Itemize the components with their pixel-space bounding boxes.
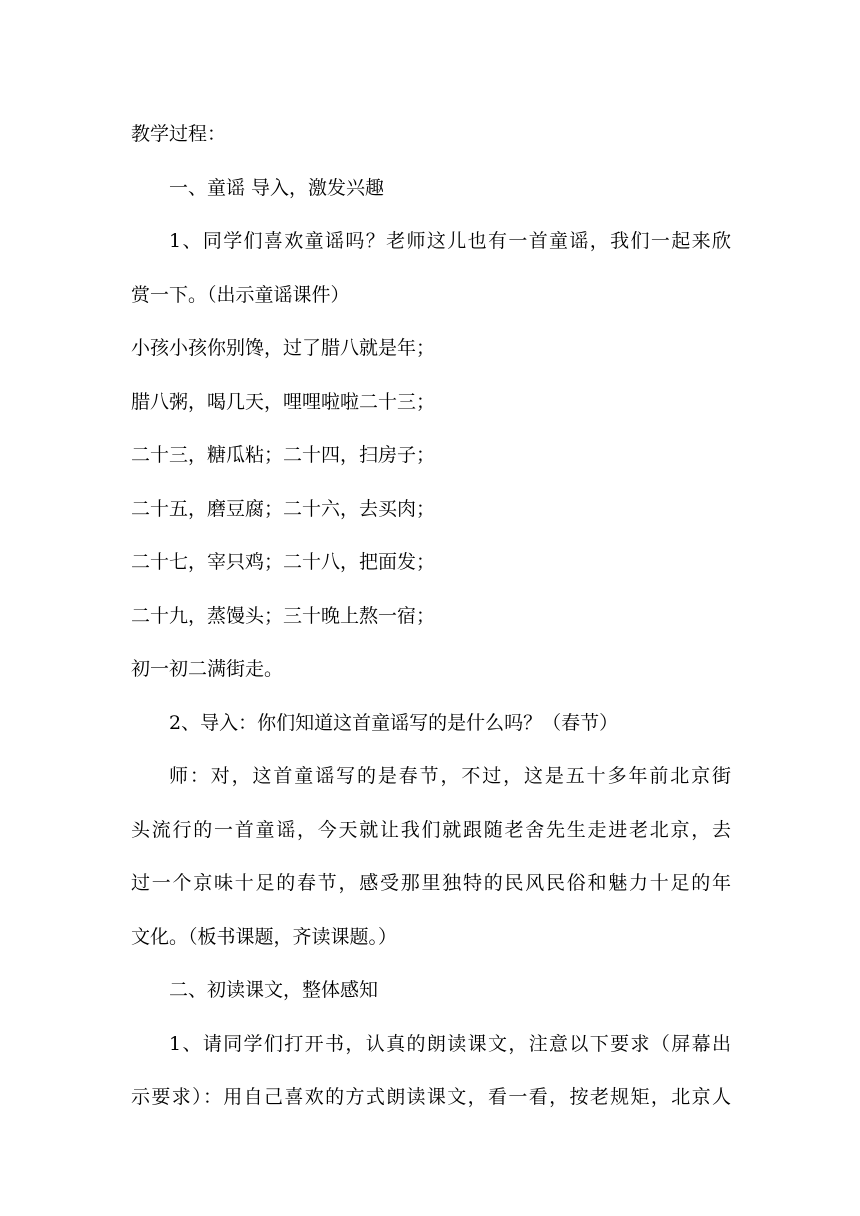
doc-line: 过一个京味十足的春节，感受那里独特的民风民俗和魅力十足的年 (131, 872, 731, 894)
doc-line: 初一初二满街走。 (131, 658, 284, 680)
doc-line: 二十九，蒸馒头；三十晚上熬一宿； (131, 604, 436, 627)
doc-line: 1、同学们喜欢童谣吗？老师这儿也有一首童谣，我们一起来欣 (169, 230, 731, 252)
document-body (131, 108, 731, 1125)
doc-line: 文化。（板书课题，齐读课题。） (131, 925, 398, 948)
doc-line: 教学过程： (131, 123, 227, 145)
doc-line: 二十三，糖瓜粘；二十四，扫房子； (131, 444, 436, 466)
doc-line: 腊八粥，喝几天，哩哩啦啦二十三； (131, 390, 436, 413)
doc-line: 2、导入：你们知道这首童谣写的是什么吗？（春节） (169, 711, 619, 734)
doc-line: 二十七，宰只鸡；二十八，把面发； (131, 551, 436, 573)
doc-line: 1、请同学们打开书，认真的朗读课文，注意以下要求（屏幕出 (169, 1032, 731, 1055)
doc-line: 师：对，这首童谣写的是春节，不过，这是五十多年前北京街 (169, 765, 731, 787)
doc-line: 小孩小孩你别馋，过了腊八就是年； (131, 337, 436, 359)
doc-line: 二十五，磨豆腐；二十六，去买肉； (131, 497, 436, 520)
doc-line: 头流行的一首童谣，今天就让我们就跟随老舍先生走进老北京，去 (131, 818, 731, 841)
doc-line: 二、初读课文，整体感知 (169, 979, 379, 1001)
doc-line: 一、童谣 导入，激发兴趣 (169, 176, 385, 199)
doc-line: 赏一下。（出示童谣课件） (131, 283, 350, 306)
doc-line: 示要求）：用自己喜欢的方式朗读课文，看一看，按老规矩，北京人 (131, 1086, 731, 1108)
